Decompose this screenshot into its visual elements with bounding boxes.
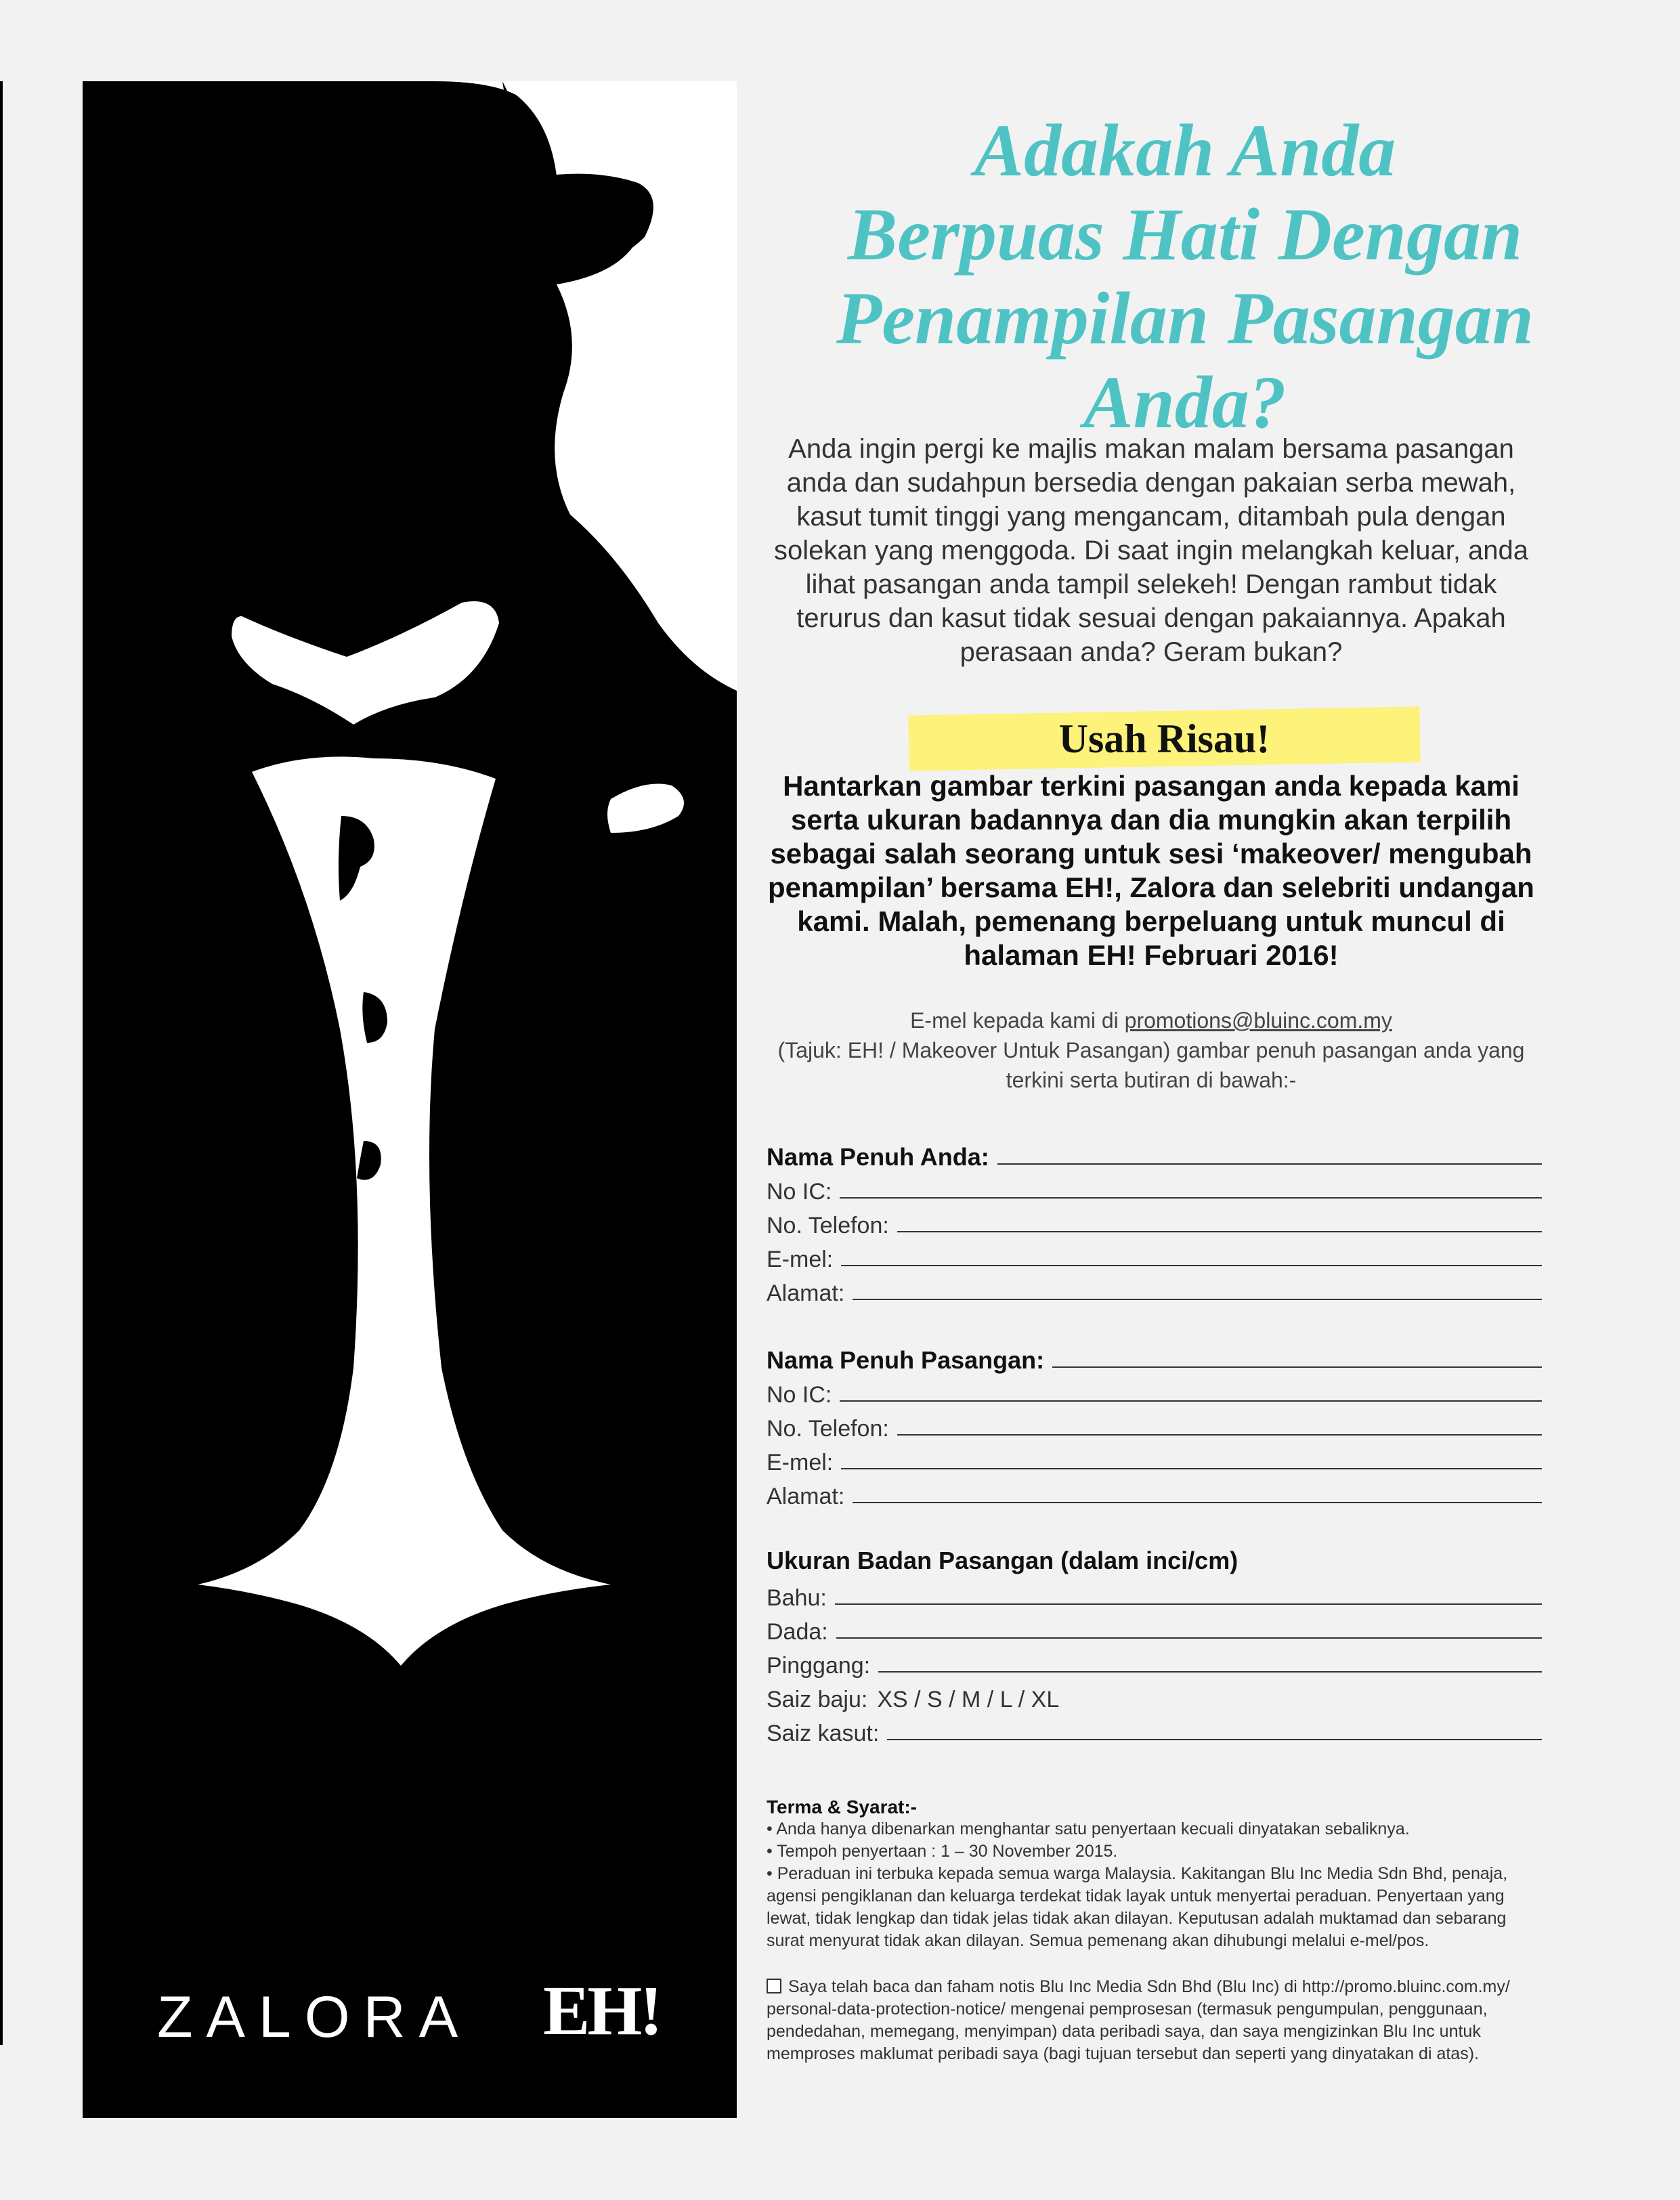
partner-email-field[interactable] [841,1468,1542,1469]
email-instructions [772,1006,1530,1095]
phone-label: No. Telefon: [767,1213,889,1238]
headline-line: Anda? [1083,361,1287,444]
measurements-form [767,1544,1542,1747]
terms-and-conditions [767,1796,1532,1952]
shirt-size-options[interactable]: XS / S / M / L / XL [877,1687,1060,1712]
shoulder-field[interactable] [835,1603,1542,1605]
terms-title: Terma & Syarat:- [767,1796,918,1817]
waist-field[interactable] [878,1671,1542,1673]
consent-text: Saya telah baca dan faham notis Blu Inc Media Sdn Bhd (Blu Inc) di http://promo.bluinc.com.my/ personal-data-protection-notice/ mengenai pemprosesan (termasuk pengumpulan, penggunaan, pendedahan, memegang, menyimpan) data peribadi saya, dan saya mengizinkan Blu Inc untuk memproses maklumat peribadi saya (bagi tujuan tersebut dan seperti yang dinyatakan di atas). [767,1977,1510,2063]
email-label: E-mel: [767,1450,834,1475]
applicant-form [767,1138,1542,1307]
page-edge-mark [0,81,3,2045]
shoulder-label: Bahu: [767,1585,827,1611]
shirt-size-label: Saiz baju: [767,1687,868,1712]
ic-label: No IC: [767,1179,832,1205]
applicant-phone-field[interactable] [897,1231,1542,1232]
applicant-email-row[interactable] [767,1239,1542,1273]
partner-phone-row[interactable] [767,1408,1542,1442]
applicant-ic-row[interactable] [767,1171,1542,1205]
waist-label: Pinggang: [767,1653,871,1679]
chest-field[interactable] [836,1637,1542,1639]
tuxedo-silhouette-icon [83,81,737,2118]
shoe-size-field[interactable] [887,1739,1542,1740]
email-label: E-mel: [767,1247,834,1272]
headline-line: Berpuas Hati Dengan [847,193,1523,276]
partner-phone-field[interactable] [897,1434,1542,1436]
address-label: Alamat: [767,1280,845,1306]
phone-label: No. Telefon: [767,1416,889,1442]
email-link[interactable]: promotions@bluinc.com.my [1124,1008,1392,1033]
email-prefix: E-mel kepada kami di [910,1008,1125,1033]
applicant-email-field[interactable] [841,1265,1542,1266]
terms-item: • Anda hanya dibenarkan menghantar satu penyertaan kecuali dinyatakan sebaliknya. [767,1819,1410,1838]
headline [745,108,1625,444]
partner-address-row[interactable] [767,1476,1542,1510]
partner-name-row[interactable] [767,1341,1542,1375]
ic-label: No IC: [767,1382,832,1408]
applicant-address-row[interactable] [767,1273,1542,1307]
eh-logo: EH! [543,1972,660,2050]
consent-checkbox[interactable] [767,1979,781,1993]
consent-statement [767,1976,1532,2065]
chest-label: Dada: [767,1619,828,1645]
applicant-phone-row[interactable] [767,1205,1542,1239]
applicant-address-field[interactable] [853,1299,1542,1300]
waist-row[interactable] [767,1645,1542,1679]
partner-address-field[interactable] [853,1502,1542,1503]
partner-ic-row[interactable] [767,1375,1542,1408]
email-subject-note: (Tajuk: EH! / Makeover Untuk Pasangan) gambar penuh pasangan anda yang terkini serta butiran di bawah:- [777,1038,1525,1092]
zalora-logo: ZALORA [157,1985,472,2050]
shoe-size-row[interactable] [767,1713,1542,1747]
headline-line: Adakah Anda [974,109,1396,192]
partner-form [767,1341,1542,1510]
shirt-size-row[interactable] [767,1679,1542,1713]
applicant-name-field[interactable] [997,1163,1542,1165]
applicant-name-row[interactable] [767,1138,1542,1171]
gentleman-illustration [83,81,737,2118]
chest-row[interactable] [767,1612,1542,1645]
partner-email-row[interactable] [767,1442,1542,1476]
partner-name-label: Nama Penuh Pasangan: [767,1346,1045,1374]
partner-name-field[interactable] [1052,1366,1542,1368]
shoe-size-label: Saiz kasut: [767,1721,880,1746]
partner-ic-field[interactable] [840,1400,1542,1402]
measurements-heading: Ukuran Badan Pasangan (dalam inci/cm) [767,1547,1239,1574]
highlight-heading: Usah Risau! [1058,716,1270,761]
applicant-name-label: Nama Penuh Anda: [767,1143,989,1171]
applicant-ic-field[interactable] [840,1197,1542,1199]
call-to-action-paragraph: Hantarkan gambar terkini pasangan anda kepada kami serta ukuran badannya dan dia mungkin akan terpilih sebagai salah seorang untuk sesi ‘makeover/ mengubah penampilan’ bersama EH!, Zalora dan selebriti undangan kami. Malah, pemenang berpeluang untuk muncul di halaman EH! Februari 2016! [768,770,1534,971]
terms-item: • Tempoh penyertaan : 1 – 30 November 2015. [767,1842,1118,1861]
shoulder-row[interactable] [767,1578,1542,1612]
headline-line: Penampilan Pasangan [836,277,1534,360]
address-label: Alamat: [767,1484,845,1509]
terms-item: • Peraduan ini terbuka kepada semua warga Malaysia. Kakitangan Blu Inc Media Sdn Bhd, penaja, agensi pengiklanan dan keluarga terdekat tidak layak untuk menyertai peraduan. Penyertaan yang lewat, tidak lengkap dan tidak jelas tidak akan dilayan. Keputusan adalah muktamad dan sebarang surat menyurat tidak akan dilayan. Semua pemenang akan dihubungi melalui e-mel/pos. [767,1864,1508,1950]
intro-paragraph: Anda ingin pergi ke majlis makan malam bersama pasangan anda dan sudahpun bersedia dengan pakaian serba mewah, kasut tumit tinggi yang mengancam, ditambah pula dengan solekan yang menggoda. Di saat ingin melangkah keluar, anda lihat pasangan anda tampil selekeh! Dengan rambut tidak terurus dan kasut tidak sesuai dengan pakaiannya. Apakah perasaan anda? Geram bukan? [773,434,1529,667]
